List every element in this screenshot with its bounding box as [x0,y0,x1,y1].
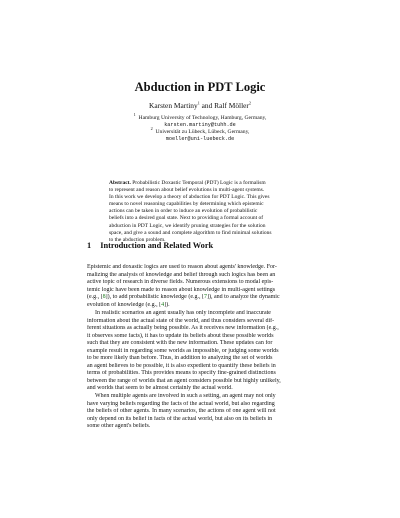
author-line [0,101,400,110]
body-line [87,302,319,310]
body-line: terms of probabilities. This provides means to specify fine-grained distinctions [87,370,276,376]
abstract-line: In this work we develop a theory of abduction for PDT Logic. This gives [109,194,270,201]
body-line: example result in regarding some worlds as impossible, or judging some worlds [87,347,279,354]
paragraph-3 [87,393,319,431]
affiliation-institution: Hamburg University of Technology, Hamburg, Germany, [138,115,267,121]
body-line: only depend on its belief in facts of the actual world, but also on its beliefs in [87,415,273,422]
paragraph-2 [87,310,319,393]
body-line: malizing the analysis of knowledge and belief through such logics has been an [87,271,276,278]
body-line: an agent believes to be possible, it is also expedient to quantify these beliefs in [87,362,276,369]
affiliation-2 [0,126,400,143]
abstract-line: to the abduction problem. [109,236,166,243]
affiliation-email: karsten.martiny@tuhh.de [164,122,236,128]
affiliation-text [0,112,400,122]
affiliation-marker: 2 [248,100,251,106]
affiliation-text [0,126,400,136]
affiliation-marker: 1 [197,100,200,106]
abstract-label: Abstract. [109,180,131,186]
abstract [109,180,299,244]
body-line: it observes some facts), it has to update its beliefs about these possible worlds [87,332,274,339]
abstract-line: space, and give a sound and complete algorithm to find minimal solutions [109,229,272,236]
author-name: Karsten Martiny [149,101,198,110]
citation-link[interactable]: 8 [102,294,106,300]
body-text: ]). [164,301,170,308]
abstract-line: actions can be taken in order to induce an evolution of probabilistic [109,208,258,215]
paragraph-1 [87,264,319,309]
affiliation-marker: 1 [133,112,136,118]
affiliation-institution: Universität zu Lübeck, Lübeck, Germany, [155,129,250,135]
body-line: some other agent's beliefs. [87,423,151,429]
body-line: When multiple agents are involved in such a setting, an agent may not only [95,393,276,399]
abstract-line: abduction in PDT Logic, we identify pruning strategies for the solution [109,222,266,229]
section-title: Introduction and Related Work [100,241,214,250]
abstract-line: to represent and reason about belief evolutions in multi-agent systems. [109,187,265,194]
section-number: 1 [87,241,92,250]
body-line: Epistemic and doxastic logics are used to reason about agents' knowledge. For- [87,264,277,270]
abstract-text: Probabilistic Doxastic Temporal (PDT) Logic is a formalism [132,180,266,186]
section-heading [87,241,213,250]
body-line: to be more likely than before. Thus, in addition to analyzing the set of worlds [87,355,273,361]
body-line: active topic of research in diverse fields. Numerous extensions to modal epis- [87,279,274,285]
body-line [87,294,319,302]
paper-title: Abduction in PDT Logic [134,80,266,94]
body-line: have varying beliefs regarding the facts of the actual world, but also regarding [87,400,275,407]
body-text: ]), and to analyze the dynamic [206,294,280,300]
body-line: such that they are consistent with the new information. These updates can for [87,340,273,346]
affiliation-marker: 2 [150,126,153,132]
body-text: evolution of knowledge (e.g., [ [87,301,162,308]
body-text: ]), to add probabilistic knowledge (e.g., [ [105,294,204,300]
author-name: Ralf Möller [214,101,249,110]
body-line: information about the actual state of the world, and thus considers several dif- [87,317,275,324]
citation-link[interactable]: 4 [161,301,165,308]
body-line: and worlds that seem to be almost certainly the actual world. [87,385,233,391]
author-separator: and [199,101,215,110]
body-text: (e.g., [ [87,294,103,300]
body-line: between the range of worlds that an agent considers possible but highly unlikely, [87,377,281,384]
affiliation-email: moeller@uni-luebeck.de [165,136,235,142]
abstract-line: beliefs into a desired goal state. Next to providing a formal account of [109,215,264,222]
abstract-line: means to novel reasoning capabilities by determining which epistemic [109,201,264,208]
citation-link[interactable]: 7 [203,294,207,300]
body-line: In realistic scenarios an agent usually has only incomplete and inaccurate [95,310,271,316]
body-line: temic logic have been made to reason about knowledge in multi-agent settings [87,286,276,293]
body-line: ferent situations as actually being possible. As it receives new information (e.g., [87,325,279,331]
body-line: the beliefs of other agents. In many scenarios, the actions of one agent will not [87,408,276,414]
